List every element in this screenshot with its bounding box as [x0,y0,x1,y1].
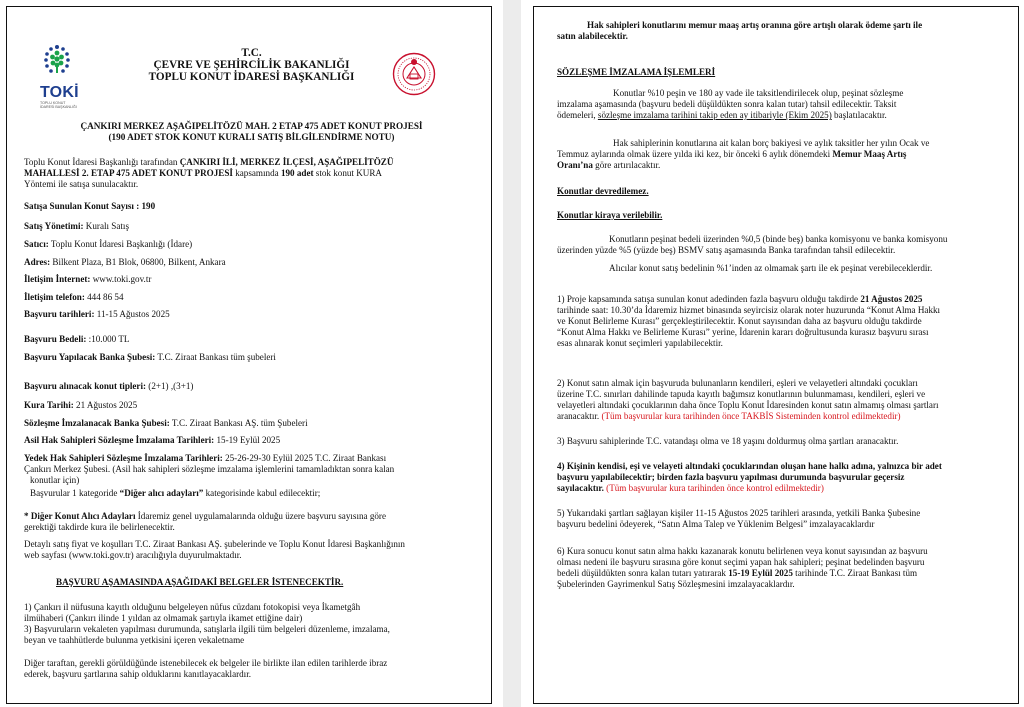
seller: Satıcı: Toplu Konut İdaresi Başkanlığı (İdare) [24,239,193,249]
no-transfer-heading: Konutlar devredilemez. [557,186,649,196]
header-tc: T.C. [241,47,262,59]
reserve-owners-dates: Yedek Hak Sahipleri Sözleşme İmzalama Tarihleri: 25-26-29-30 Eylül 2025 T.C. Ziraat Bankası Çankırı Merkez Şubesi. (Asil hak sahipleri sözleşme imzalama işlemlerini tamamladıktan sonra kalan konutlar için) [24,453,395,485]
category-note: Başvurular 1 kategoride “Diğer alıcı adayları” kategorisinde kabul edilecektir; [30,488,321,498]
document-page-2 [521,0,1024,707]
condition-item-5: 5) Yukarıdaki şartları sağlayan kişiler 11-15 Ağustos 2025 tarihleri arasında, yetkili Banka Şubesine başvuru bedelini ödeyerek, “Satın Alma Talep ve Yüklenim Belgesi” imzalayacaklardır [557,508,921,529]
payment-paragraph: Konutlar %10 peşin ve 180 ay vade ile taksitlendirilecek olup, peşinat sözleşme imzalama aşamasında (başvuru bedeli düşüldükten sonra kalan tutar) tahsil edilecektir. Taksit ödemeleri, sözleşme imzalama tarihini takip eden ay itibariyle (Ekim 2025) başlatılacaktır. [557,88,904,120]
condition-item-4: 4) Kişinin kendisi, eşi ve velayeti altındaki çocuklarından oluşan hane halkı adına, yalnızca bir adet başvuru yapılabilecektir; birden fazla başvuru yapılması durumunda başvurular geçersiz sayılacaktır. (Tüm başvurular kura tarihinden önce kontrol edilmektedir) [557,461,942,493]
extra-downpayment: Alıcılar konut satış bedelinin %1’inden az olmamak şartı ile ek peşinat verebileceklerdir. [609,263,933,273]
housing-types: Başvuru alınacak konut tipleri: (2+1) ,(3+1) [24,381,194,391]
documents-heading: BAŞVURU AŞAMASINDA AŞAĞIDAKİ BELGELER İSTENECEKTİR. [56,577,344,587]
application-dates: Başvuru tarihleri: 11-15 Ağustos 2025 [24,309,170,319]
address: Adres: Bilkent Plaza, B1 Blok, 06800, Bilkent, Ankara [24,257,226,267]
contact-phone: İletişim telefon: 444 86 54 [24,292,124,302]
application-bank: Başvuru Yapılacak Banka Şubesi: T.C. Ziraat Bankası tüm şubeleri [24,352,276,362]
debt-paragraph: Hak sahiplerinin konutlarına ait kalan borç bakiyesi ve aylık taksitler her yılın Ocak ve Temmuz aylarında olmak üzere yılda iki kez, bir önceki 6 aylık dönemdeki Memur Maaş Artış Oranı’na göre artırılacaktır. [557,138,930,170]
intro-paragraph: Toplu Konut İdaresi Başkanlığı tarafından ÇANKIRI İLİ, MERKEZ İLÇESİ, AŞAĞIPELİTÖZÜ MAHALLESİ 2. ETAP 475 ADET KONUT PROJESİ kapsamında 190 adet stok konut KURA Yöntemi ile satışa sunulacaktır. [24,157,394,189]
project-title: ÇANKIRI MERKEZ AŞAĞIPELİTÖZÜ MAH. 2 ETAP 475 ADET KONUT PROJESİ [80,121,423,131]
details-paragraph: Detaylı satış fiyat ve koşulları T.C. Ziraat Bankası AŞ. şubelerinde ve Toplu Konut İdaresi Başkanlığının web sayfası (www.toki.gov.tr) aracılığıyla duyurulmaktadır. [24,539,405,560]
header-agency: TOPLU KONUT İDARESİ BAŞKANLIĞI [148,71,355,83]
toki-logo-subtext: TOPLU KONUT İDARESİ BAŞKANLIĞI [40,101,77,109]
document-page-1 [0,0,503,707]
project-subtitle: (190 ADET STOK KONUT KURALI SATIŞ BİLGİLENDİRME NOTU) [108,132,395,142]
commission-paragraph: Konutların peşinat bedeli üzerinden %0,5 (binde beş) banka komisyonu ve banka komisyonu üzerinden yüzde %5 (yüzde beş) BSMV satış aşamasında Banka tarafından tahsil edilecektir. [557,234,948,255]
condition-item-3: 3) Başvuru sahiplerinde T.C. vatandaşı olma ve 18 yaşını doldurmuş olma şartları aranacaktır. [557,436,899,446]
condition-item-2: 2) Konut satın almak için başvuruda bulunanların kendileri, eşleri ve velayetleri altındaki çocukları üzerine T.C. sınırları dahilinde tapuda kayıtlı bağımsız konutlarının bulunmaması, kendileri, eşleri ve velayetleri altındaki çocuklarının daha önce Toplu Konut İdaresinden konut satın almamış olması şartları aranacaktır. (Tüm başvurular kura tarihinden önce TAKBİS Sisteminden kontrol edilmektedir) [557,378,939,421]
document-item-3: 3) Başvuruların vekaleten yapılması durumunda, satışlarla ilgili tüm belgeleri düzenleme, imzalama, beyan ve taahhütlerde bulunma yetkisini içeren vekaletname [24,624,390,645]
units-count: Satışa Sunulan Konut Sayısı : 190 [24,201,156,211]
condition-item-6: 6) Kura sonucu konut satın alma hakkı kazanarak konutu belirlenen veya konut sayısından az başvuru olması nedeni ile başvuru sırasına göre konut seçimi yapan hak sahipleri; peşinat bedelinden başvuru bedeli düşüldükten sonra kalan tutarı yatırarak 15-19 Eylül 2025 tarihinde T.C. Ziraat Bankası tüm Şubelerinden Gayrimenkul Satış Sözleşmesini imzalayacaklardır. [557,546,928,589]
contract-heading: SÖZLEŞME İMZALAMA İŞLEMLERİ [557,67,716,77]
page-gutter [503,0,521,707]
salary-increase-note: Hak sahipleri konutlarını memur maaş artış oranına göre artışlı olarak ödeme şartı ile satın alabilecektir. [557,20,923,41]
main-owners-dates: Asil Hak Sahipleri Sözleşme İmzalama Tarihleri: 15-19 Eylül 2025 [24,435,281,445]
other-buyers-note: * Diğer Konut Alıcı Adayları İdaremiz genel uygulamalarında olduğu üzere başvuru sayısına göre gerektiği takdirde kura ile belirlenecektir. [24,511,386,532]
sales-method: Satış Yönetimi: Kuralı Satış [24,221,129,231]
contact-internet: İletişim İnternet: www.toki.gov.tr [24,274,152,284]
contract-bank: Sözleşme İmzalanacak Banka Şubesi: T.C. Ziraat Bankası AŞ. tüm Şubeleri [24,418,308,428]
draw-date: Kura Tarihi: 21 Ağustos 2025 [24,400,138,410]
condition-item-1: 1) Proje kapsamında satışa sunulan konut adedinden fazla başvuru olduğu takdirde 21 Ağustos 2025 tarihinde saat: 10.30’da İdaremiz hizmet binasında seyircisiz olarak noter huzurunda “Konut Alma Hakkı ve Konut Belirleme Kurası” gerçekleştirilecektir. Konut sayısından daha az başvuru olduğu takdirde “Konut Alma Hakkı ve Belirleme Kurası” yerine, İdarenin kararı doğrultusunda kurasız başvuru sırası esas alınarak konut seçimleri yapılabilecektir. [557,294,941,348]
header-ministry: ÇEVRE VE ŞEHİRCİLİK BAKANLIĞI [153,59,350,71]
rentable-heading: Konutlar kiraya verilebilir. [557,210,663,220]
toki-logo-text: TOKİ [40,84,79,101]
document-item-1: 1) Çankırı il nüfusuna kayıtlı olduğunu belgeleyen nüfus cüzdanı fotokopisi veya İkametgâh ilmühaberi (Çankırı ilinde 1 yıldan az olmamak şartıyla ikamet ettiğine dair) [24,602,361,623]
application-fee: Başvuru Bedeli: :10.000 TL [24,334,130,344]
closing-paragraph: Diğer taraftan, gerekli görüldüğünde istenebilecek ek belgeler ile birlikte ilan edilen tarihlerde ibraz ederek, başvuru şartlarına sahip olduklarını kanıtlayacaklardır. [24,658,388,679]
